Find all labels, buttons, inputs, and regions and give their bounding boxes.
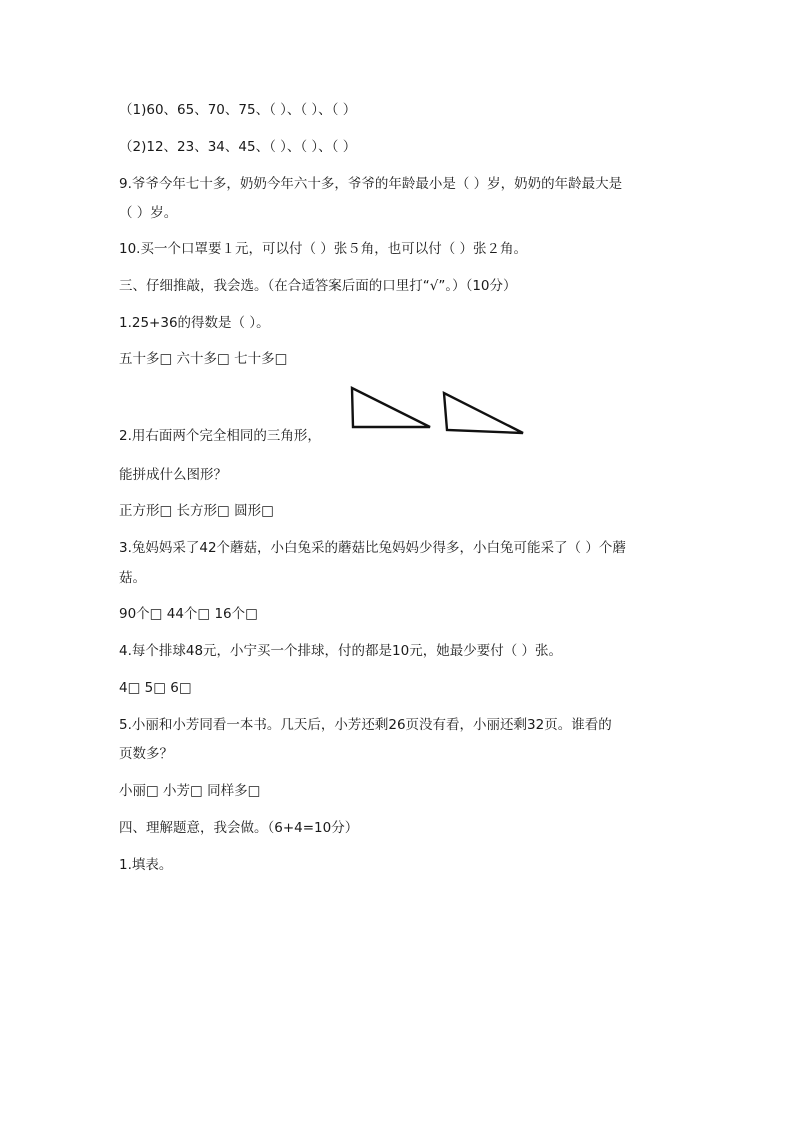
choice-q4-options: 4□ 5□ 6□ [119,680,192,696]
triangle-left [352,388,430,427]
sequence-q1: （1)60、65、70、75、（ ）、（ ）、（ ） [119,102,357,118]
choice-q2: 2.用右面两个完全相同的三角形， [119,428,321,444]
section-4-q1: 1.填表。 [119,857,173,873]
choice-q4: 4.每个排球48元，小宁买一个排球，付的都是10元，她最少要付（ ）张。 [119,643,563,659]
choice-q3-cont: 菇。 [119,570,146,586]
section-3-heading: 三、仔细推敲，我会选。（在合适答案后面的口里打“√”。）（10分） [119,278,517,294]
choice-q2-options: 正方形□ 长方形□ 圆形□ [119,503,274,519]
section-4-heading: 四、理解题意，我会做。（6+4=10分） [119,820,359,836]
two-identical-right-triangles-icon [345,380,535,440]
question-10: 10.买一个口罩要１元，可以付（ ）张５角，也可以付（ ）张２角。 [119,241,528,257]
question-9: 9.爷爷今年七十多，奶奶今年六十多，爷爷的年龄最小是（ ）岁，奶奶的年龄最大是 [119,176,623,192]
question-9-cont: （ ）岁。 [119,205,178,221]
choice-q3-options: 90个□ 44个□ 16个□ [119,606,258,622]
choice-q2-cont: 能拼成什么图形？ [119,467,227,483]
choice-q3: 3.兔妈妈采了42个蘑菇，小白兔采的蘑菇比兔妈妈少得多，小白兔可能采了（ ）个蘑 [119,540,626,556]
triangle-right [444,393,523,433]
sequence-q2: （2)12、23、34、45、（ ）、（ ）、（ ） [119,139,357,155]
choice-q1: 1.25+36的得数是（ ）。 [119,315,270,331]
choice-q5-options: 小丽□ 小芳□ 同样多□ [119,783,261,799]
choice-q5-cont: 页数多？ [119,746,173,762]
choice-q1-options: 五十多□ 六十多□ 七十多□ [119,351,288,367]
choice-q5: 5.小丽和小芳同看一本书。几天后，小芳还剩26页没有看，小丽还剩32页。谁看的 [119,717,612,733]
